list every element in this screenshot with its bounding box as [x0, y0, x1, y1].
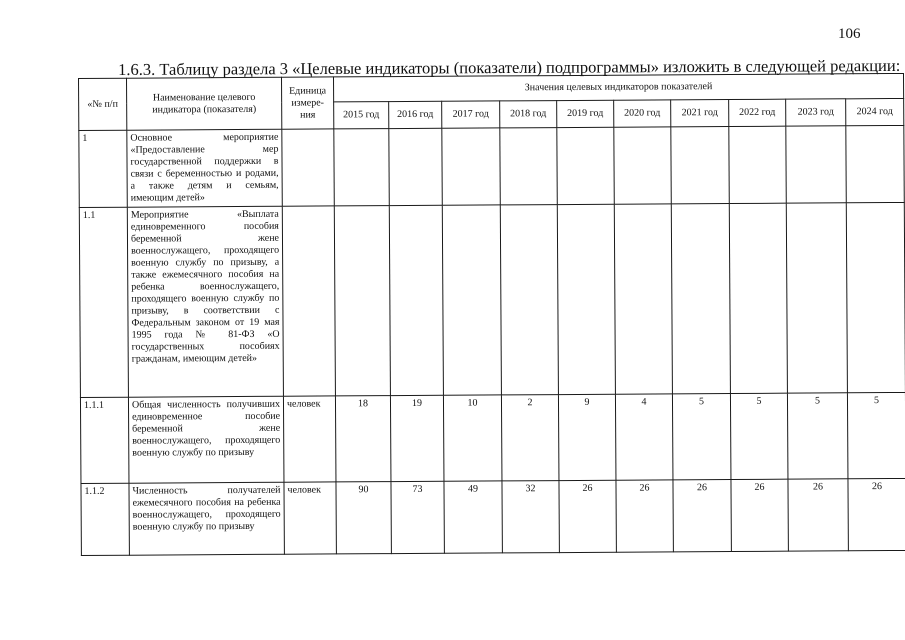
header-number: «№ п/п	[79, 78, 127, 130]
table-row	[79, 125, 904, 207]
value-cell	[442, 205, 501, 395]
value-cell: 5	[787, 393, 848, 479]
indicators-table	[78, 73, 905, 556]
row-name: Общая численность получивших единовременное пособие беременной жене военнослужащего, проходящего военную службу по призыву	[128, 396, 284, 483]
value-cell	[614, 204, 672, 394]
value-cell: 32	[502, 481, 559, 553]
year-header: 2015 год	[334, 102, 389, 129]
header-unit: Единица измере-ния	[281, 77, 333, 129]
value-cell: 4	[615, 394, 673, 480]
value-cell	[671, 204, 730, 394]
year-header: 2023 год	[786, 99, 846, 126]
value-cell	[334, 206, 390, 396]
table-row	[81, 478, 905, 555]
value-cell	[500, 128, 557, 205]
value-cell: 18	[335, 396, 391, 482]
value-cell	[334, 129, 389, 206]
year-header: 2021 год	[671, 100, 729, 127]
value-cell	[846, 202, 905, 392]
value-cell	[729, 126, 786, 203]
row-unit: человек	[283, 396, 336, 482]
year-header: 2017 год	[442, 101, 500, 128]
value-cell: 9	[558, 394, 616, 480]
value-cell	[846, 125, 904, 202]
value-cell: 49	[444, 481, 502, 553]
value-cell	[557, 127, 614, 204]
value-cell: 26	[559, 480, 616, 552]
value-cell	[442, 128, 500, 205]
header-name: Наименование целевого индикатора (показателя)	[127, 77, 282, 130]
value-cell	[671, 127, 729, 204]
value-cell: 5	[730, 393, 788, 479]
value-cell	[614, 127, 671, 204]
year-header: 2016 год	[389, 101, 442, 128]
value-cell: 73	[391, 481, 444, 553]
row-unit	[282, 129, 334, 206]
year-header: 2022 год	[729, 99, 786, 126]
row-number: 1.1.2	[81, 483, 129, 555]
row-name: Основное мероприятие «Предоставление мер государственной поддержки в связи с беременностью и родами, а также детям и семьям, имеющим детей»	[127, 129, 282, 207]
value-cell: 19	[390, 395, 444, 481]
year-header: 2019 год	[557, 100, 614, 127]
row-number: 1	[79, 130, 127, 207]
value-cell	[389, 205, 443, 395]
value-cell	[389, 128, 442, 205]
table-row	[80, 392, 905, 483]
year-header: 2018 год	[500, 101, 557, 128]
value-cell: 5	[847, 392, 905, 478]
value-cell: 10	[443, 395, 502, 481]
table-row	[79, 202, 905, 397]
value-cell	[786, 126, 846, 203]
value-cell	[500, 205, 558, 395]
value-cell	[729, 203, 787, 393]
value-cell: 26	[616, 480, 673, 552]
year-header: 2020 год	[614, 100, 671, 127]
row-unit	[282, 206, 335, 396]
year-header: 2024 год	[846, 98, 904, 125]
row-number: 1.1	[79, 207, 128, 397]
value-cell: 26	[673, 480, 731, 552]
value-cell	[786, 203, 847, 393]
value-cell: 26	[731, 479, 788, 551]
row-name: Численность получателей ежемесячного пособия на ребенка военнослужащего, проходящего военную службу по призыву	[129, 482, 284, 555]
value-cell: 26	[788, 479, 848, 551]
value-cell: 2	[501, 395, 559, 481]
value-cell: 90	[336, 482, 391, 554]
value-cell	[557, 204, 615, 394]
row-unit: человек	[284, 482, 336, 554]
value-cell: 5	[672, 394, 731, 480]
section-heading: 1.6.3. Таблицу раздела 3 «Целевые индикаторы (показатели) подпрограммы» изложить в следующей редакции:	[118, 55, 901, 79]
row-number: 1.1.1	[80, 397, 129, 483]
row-name: Мероприятие «Выплата единовременного пособия беременной жене военнослужащего, проходящего военную службу по призыву, а также ежемесячного пособия на ребенка военнослужащего, проходящего военную службу по призыву, в соответствии с Федеральным законом от 19 мая 1995 года № 81-ФЗ «О государственных пособиях гражданам, имеющим детей»	[127, 206, 283, 397]
header-values-group: Значения целевых индикаторов показателей	[333, 73, 903, 101]
page-number: 106	[838, 26, 861, 42]
value-cell: 26	[848, 478, 905, 550]
